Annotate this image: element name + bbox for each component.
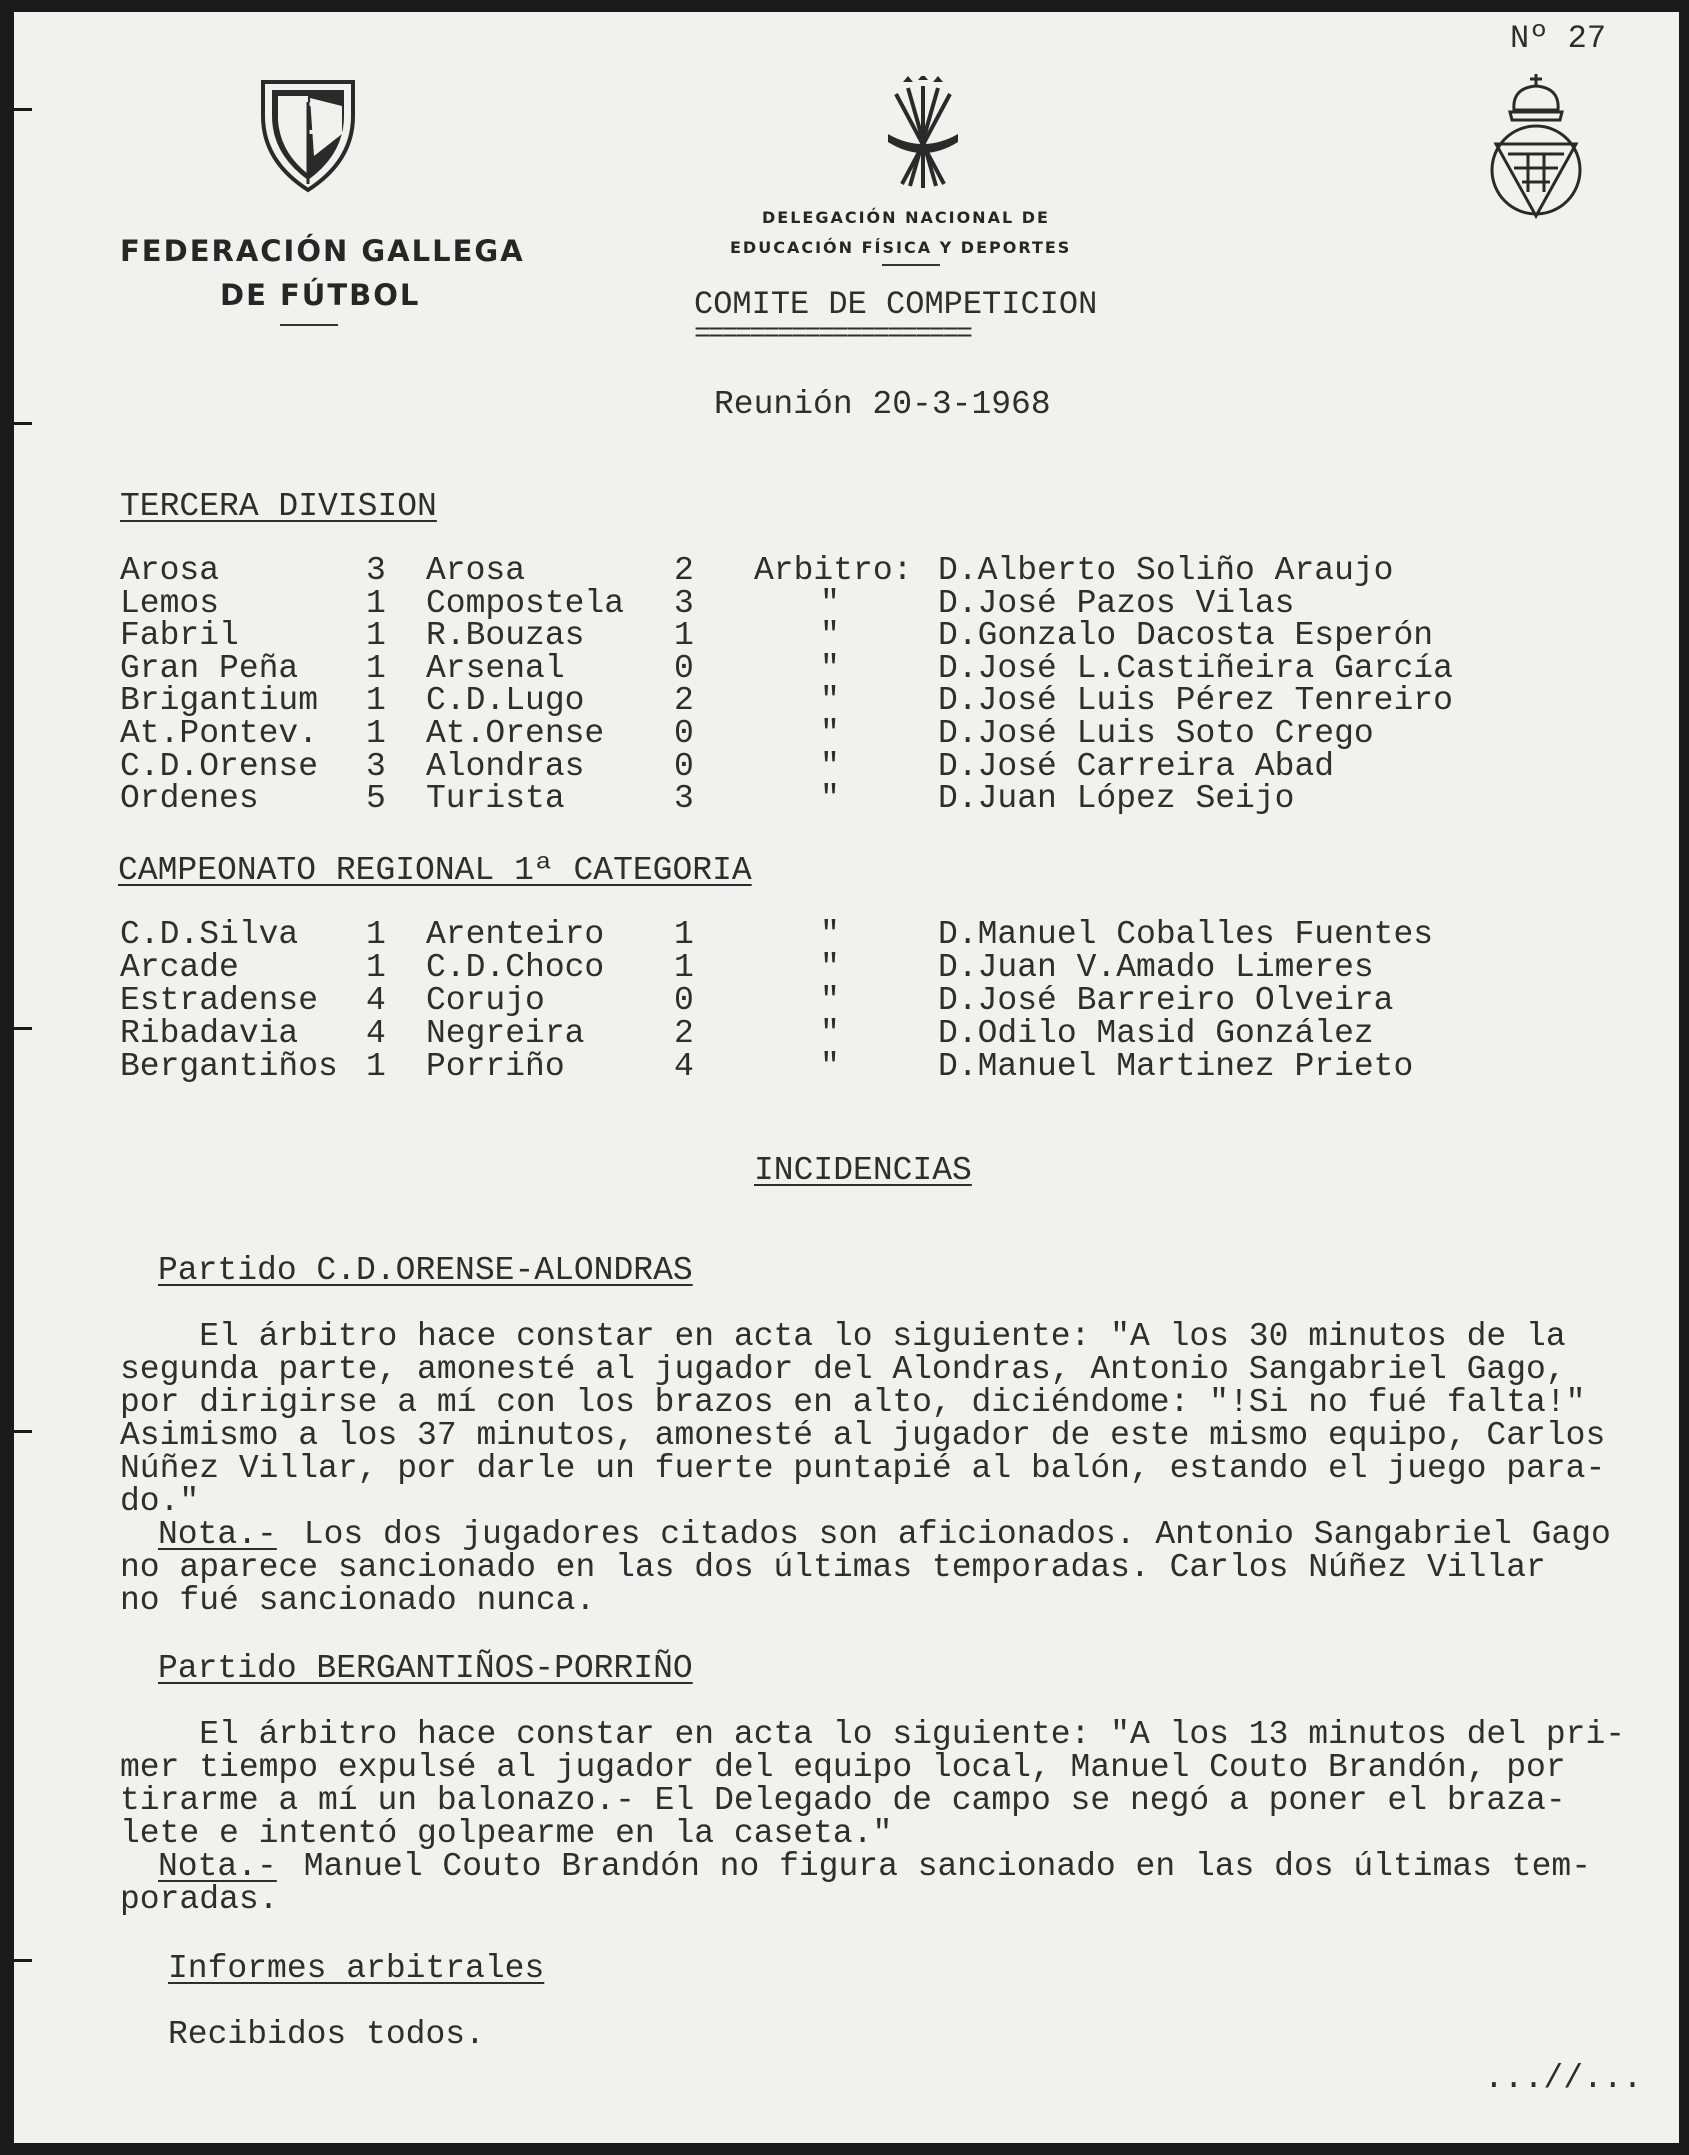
- ditto-mark: ": [820, 780, 840, 818]
- ditto-mark: ": [820, 916, 840, 953]
- home-score: 4: [366, 1015, 386, 1052]
- home-score: 1: [366, 682, 386, 720]
- away-team: At.Orense: [426, 715, 605, 752]
- referee-name: D.José Carreira Abad: [938, 747, 1335, 785]
- home-team: At.Pontev.: [120, 715, 319, 752]
- reports-text: Recibidos todos.: [168, 2016, 485, 2053]
- home-score: 1: [366, 715, 386, 752]
- federation-name-line1: FEDERACIÓN GALLEGA: [120, 234, 525, 268]
- away-team: Arenteiro: [426, 916, 605, 953]
- referee-name: D.Gonzalo Dacosta Esperón: [938, 617, 1434, 655]
- federation-name-line2: DE FÚTBOL: [220, 278, 421, 312]
- report-line: lete e intentó golpearme en la caseta.": [120, 1815, 893, 1852]
- away-score: 1: [674, 916, 694, 953]
- away-score: 0: [674, 715, 694, 752]
- report-line: do.": [120, 1483, 200, 1520]
- binder-hole: [14, 422, 32, 425]
- away-score: 3: [674, 780, 694, 818]
- away-team: C.D.Lugo: [426, 682, 585, 720]
- away-team: Negreira: [426, 1015, 585, 1052]
- divider: [882, 264, 940, 266]
- home-score: 1: [366, 617, 386, 655]
- away-score: 4: [674, 1048, 694, 1085]
- report-line: Asimismo a los 37 minutos, amonesté al jugador de este mismo equipo, Carlos: [120, 1417, 1606, 1454]
- home-team: Estradense: [120, 982, 319, 1019]
- reports-heading: Informes arbitrales: [168, 1950, 545, 1987]
- away-score: 0: [674, 982, 694, 1019]
- referee-name: D.José Luis Pérez Tenreiro: [938, 682, 1453, 720]
- report-line: mer tiempo expulsé al jugador del equipo local, Manuel Couto Brandón, por: [120, 1749, 1566, 1786]
- report-line: El árbitro hace constar en acta lo siguiente: "A los 13 minutos del pri-: [120, 1716, 1626, 1753]
- away-team: Turista: [426, 780, 565, 818]
- away-score: 2: [674, 1015, 694, 1052]
- away-score: 1: [674, 949, 694, 986]
- note-line: no fué sancionado nunca.: [120, 1582, 596, 1619]
- page-number: Nº 27: [1510, 20, 1607, 57]
- away-score: 0: [674, 649, 694, 687]
- referee-name: D.José Barreiro Olveira: [938, 982, 1394, 1019]
- ditto-mark: ": [820, 617, 840, 655]
- delegation-line1: DELEGACIÓN NACIONAL DE: [762, 208, 1050, 227]
- home-score: 1: [366, 916, 386, 953]
- home-team: Arosa: [120, 552, 220, 589]
- home-team: Ordenes: [120, 780, 259, 818]
- away-score: 3: [674, 584, 694, 622]
- referee-name: D.Manuel Coballes Fuentes: [938, 916, 1434, 953]
- ditto-mark: ": [820, 747, 840, 785]
- continuation-mark: ...//...: [1484, 2060, 1643, 2097]
- section-heading-regional: CAMPEONATO REGIONAL 1ª CATEGORIA: [118, 852, 752, 889]
- report-line: tirarme a mí un balonazo.- El Delegado de campo se negó a poner el braza-: [120, 1782, 1566, 1819]
- home-team: Lemos: [120, 584, 220, 622]
- note-line: poradas.: [120, 1881, 279, 1918]
- yoke-arrows-emblem: [878, 76, 968, 196]
- home-score: 3: [366, 747, 386, 785]
- report-line: por dirigirse a mí con los brazos en alto, diciéndome: "!Si no fué falta!": [120, 1384, 1586, 1421]
- section-heading-tercera: TERCERA DIVISION: [120, 488, 437, 525]
- referee-name: D.Juan López Seijo: [938, 780, 1295, 818]
- home-score: 5: [366, 780, 386, 818]
- report-line: Núñez Villar, por darle un fuerte puntapié al balón, estando el juego para-: [120, 1450, 1606, 1487]
- binder-hole: [14, 1959, 32, 1962]
- match2-title: Partido BERGANTIÑOS-PORRIÑO: [158, 1650, 693, 1687]
- ditto-mark: ": [820, 715, 840, 752]
- match1-title: Partido C.D.ORENSE-ALONDRAS: [158, 1252, 693, 1289]
- note-line: no aparece sancionado en las dos últimas temporadas. Carlos Núñez Villar: [120, 1549, 1546, 1586]
- report-line: El árbitro hace constar en acta lo siguiente: "A los 30 minutos de la: [120, 1318, 1566, 1355]
- meeting-date: Reunión 20-3-1968: [714, 386, 1051, 423]
- home-score: 1: [366, 649, 386, 687]
- referee-name: D.Odilo Masid González: [938, 1015, 1374, 1052]
- home-score: 1: [366, 1048, 386, 1085]
- note-label: Nota.-: [158, 1848, 277, 1885]
- away-team: Corujo: [426, 982, 545, 1019]
- royal-federation-emblem: [1484, 70, 1588, 222]
- away-team: Alondras: [426, 747, 585, 785]
- away-score: 2: [674, 682, 694, 720]
- away-score: 2: [674, 552, 694, 589]
- home-score: 1: [366, 584, 386, 622]
- away-team: Compostela: [426, 584, 625, 622]
- home-team: Brigantium: [120, 682, 319, 720]
- report-line: segunda parte, amonesté al jugador del Alondras, Antonio Sangabriel Gago,: [120, 1351, 1566, 1388]
- home-team: Ribadavia: [120, 1015, 299, 1052]
- referee-name: D.José Luis Soto Crego: [938, 715, 1374, 752]
- away-score: 1: [674, 617, 694, 655]
- away-team: Porriño: [426, 1048, 565, 1085]
- ditto-mark: ": [820, 1015, 840, 1052]
- divider: [280, 324, 338, 326]
- referee-name: D.José Pazos Vilas: [938, 584, 1295, 622]
- ditto-mark: ": [820, 1048, 840, 1085]
- binder-hole: [14, 1430, 32, 1433]
- away-team: Arsenal: [426, 649, 565, 687]
- referee-name: D.Manuel Martinez Prieto: [938, 1048, 1414, 1085]
- ditto-mark: ": [820, 682, 840, 720]
- ditto-mark: ": [820, 982, 840, 1019]
- away-team: C.D.Choco: [426, 949, 605, 986]
- away-score: 0: [674, 747, 694, 785]
- home-score: 3: [366, 552, 386, 589]
- note-label: Nota.-: [158, 1516, 277, 1553]
- home-team: Bergantiños: [120, 1048, 338, 1085]
- referee-name: D.José L.Castiñeira García: [938, 649, 1453, 687]
- delegation-line2: EDUCACIÓN FÍSICA Y DEPORTES: [730, 238, 1072, 257]
- referee-label: Arbitro:: [754, 552, 913, 589]
- document-page: [14, 12, 1679, 2143]
- binder-hole: [14, 108, 32, 111]
- ditto-mark: ": [820, 584, 840, 622]
- federation-shield-logo: [258, 76, 358, 194]
- note-line: Manuel Couto Brandón no figura sancionado en las dos últimas tem-: [284, 1848, 1592, 1885]
- home-team: Fabril: [120, 617, 239, 655]
- home-team: C.D.Silva: [120, 916, 299, 953]
- referee-name: D.Juan V.Amado Limeres: [938, 949, 1374, 986]
- committee-title: COMITE DE COMPETICION: [694, 286, 1098, 323]
- note-line: Los dos jugadores citados son aficionados. Antonio Sangabriel Gago: [284, 1516, 1611, 1553]
- ditto-mark: ": [820, 949, 840, 986]
- referee-name: D.Alberto Soliño Araujo: [938, 552, 1394, 589]
- home-team: Arcade: [120, 949, 239, 986]
- away-team: R.Bouzas: [426, 617, 585, 655]
- home-team: Gran Peña: [120, 649, 299, 687]
- committee-underline: ====================: [694, 319, 971, 350]
- home-score: 4: [366, 982, 386, 1019]
- away-team: Arosa: [426, 552, 526, 589]
- home-team: C.D.Orense: [120, 747, 319, 785]
- section-heading-incidencias: INCIDENCIAS: [754, 1152, 972, 1189]
- binder-hole: [14, 1027, 32, 1030]
- ditto-mark: ": [820, 649, 840, 687]
- home-score: 1: [366, 949, 386, 986]
